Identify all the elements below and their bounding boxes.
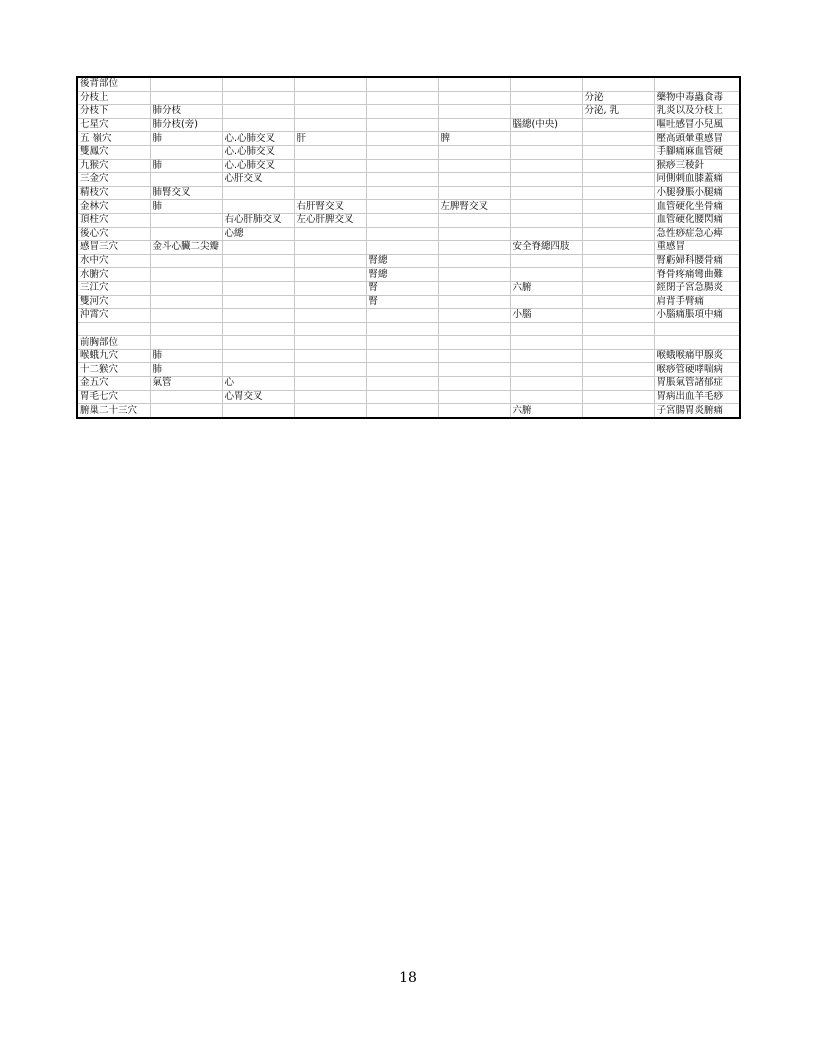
table-cell — [438, 145, 510, 159]
table-cell — [222, 254, 294, 268]
table-cell — [294, 363, 366, 377]
table-row — [78, 118, 739, 132]
table-cell: 心肝交叉 — [222, 173, 294, 187]
table-cell — [654, 336, 739, 350]
table-cell — [150, 336, 222, 350]
table-cell — [222, 363, 294, 377]
table-cell — [366, 349, 438, 363]
table-cell — [510, 322, 582, 336]
table-cell: 腎 — [366, 281, 438, 295]
table-cell — [150, 268, 222, 282]
row-label-cell: 金林穴 — [78, 200, 150, 214]
table-cell: 右心肝肺交叉 — [222, 213, 294, 227]
table-row — [78, 227, 739, 241]
table-cell — [366, 363, 438, 377]
table-cell: 經閉子宮急腸炎 — [654, 281, 739, 295]
table-cell — [510, 173, 582, 187]
table-cell — [438, 390, 510, 404]
table-cell — [366, 91, 438, 105]
table-cell — [294, 309, 366, 323]
table-cell: 腎 — [366, 295, 438, 309]
table-cell: 肺 — [150, 132, 222, 146]
row-label-cell: 七星穴 — [78, 118, 150, 132]
table-cell — [366, 241, 438, 255]
table-cell — [294, 336, 366, 350]
table-cell — [438, 105, 510, 119]
table-cell: 肺分枝 — [150, 105, 222, 119]
table-cell: 重感冒 — [654, 241, 739, 255]
table-cell: 金斗心臟二尖瓣 — [150, 241, 222, 255]
table-cell — [582, 281, 654, 295]
row-label-cell: 三金穴 — [78, 173, 150, 187]
table-cell — [366, 118, 438, 132]
table-row — [78, 390, 739, 404]
table-cell — [438, 186, 510, 200]
table-cell — [222, 404, 294, 417]
row-label-cell: 分枝下 — [78, 105, 150, 119]
table-cell — [582, 309, 654, 323]
table-cell — [222, 349, 294, 363]
table-cell — [150, 390, 222, 404]
table-cell: 心總 — [222, 227, 294, 241]
table-cell — [510, 145, 582, 159]
table-cell — [582, 132, 654, 146]
table-cell — [366, 173, 438, 187]
row-label-cell: 雙鳳穴 — [78, 145, 150, 159]
table-row — [78, 254, 739, 268]
table-cell: 小腿發脹小腿痛 — [654, 186, 739, 200]
table-cell — [438, 268, 510, 282]
table-cell — [582, 78, 654, 91]
table-cell: 子宮腸胃炎腑痛 — [656, 404, 724, 416]
row-label-cell: 分枝上 — [78, 91, 150, 105]
table-cell — [510, 213, 582, 227]
table-cell — [150, 281, 222, 295]
table-cell: 肺腎交叉 — [150, 186, 222, 200]
table-row — [78, 404, 739, 417]
table-cell: 喉痧管硬哮喘病 — [654, 363, 739, 377]
table-cell: 同側刺血膝蓋痛 — [654, 173, 739, 187]
table-cell — [366, 227, 438, 241]
table-row — [78, 186, 739, 200]
table-cell: 肺 — [150, 200, 222, 214]
table-cell: 心胃交叉 — [222, 390, 294, 404]
table-cell — [582, 118, 654, 132]
table-cell — [438, 295, 510, 309]
table-cell — [294, 241, 366, 255]
table-cell — [654, 78, 739, 91]
table-cell — [150, 78, 222, 91]
table-cell — [438, 254, 510, 268]
table-cell — [222, 309, 294, 323]
row-label-cell: 十二猴穴 — [78, 363, 150, 377]
row-label-cell: 精枝穴 — [78, 186, 150, 200]
table-cell — [438, 404, 510, 417]
acupoint-table — [78, 78, 739, 417]
table-cell — [222, 186, 294, 200]
table-cell — [150, 145, 222, 159]
row-label-cell: 前胸部位 — [78, 336, 150, 350]
table-cell: 脊骨疼痛彎曲難 — [654, 268, 739, 282]
table-cell: 急性痧症急心痺 — [654, 227, 739, 241]
row-label-cell: 九猴穴 — [78, 159, 150, 173]
table-cell — [222, 200, 294, 214]
table-row — [78, 91, 739, 105]
table-cell — [366, 145, 438, 159]
table-cell — [582, 295, 654, 309]
row-label-cell: 水中穴 — [78, 254, 150, 268]
table-cell — [294, 159, 366, 173]
row-label-cell: 腑巢二十三穴 — [78, 404, 150, 417]
table-cell — [510, 390, 582, 404]
table-row — [78, 322, 739, 336]
table-row — [78, 173, 739, 187]
table-cell: 心.心肺交叉 — [222, 159, 294, 173]
table-cell — [150, 213, 222, 227]
table-cell — [510, 132, 582, 146]
table-cell — [654, 322, 739, 336]
row-label-cell: 三江穴 — [78, 281, 150, 295]
table-cell — [510, 268, 582, 282]
table-cell — [510, 78, 582, 91]
table-cell — [582, 322, 654, 336]
table-cell — [582, 159, 654, 173]
table-cell: 腦總(中央) — [510, 118, 582, 132]
table-cell — [510, 254, 582, 268]
table-cell — [582, 145, 654, 159]
table-cell — [510, 295, 582, 309]
table-cell — [582, 186, 654, 200]
table-cell: 肺分枝(旁) — [150, 118, 222, 132]
table-cell — [294, 281, 366, 295]
table-row — [78, 78, 739, 91]
table-cell — [582, 241, 654, 255]
row-label-cell: 頂柱穴 — [78, 213, 150, 227]
table-cell — [582, 349, 654, 363]
table-cell: 脾 — [438, 132, 510, 146]
table-cell — [438, 349, 510, 363]
table-cell — [294, 268, 366, 282]
table-cell — [294, 186, 366, 200]
table-cell — [582, 363, 654, 377]
table-row — [78, 241, 739, 255]
table-row — [78, 213, 739, 227]
table-cell — [294, 322, 366, 336]
table-cell — [366, 78, 438, 91]
table-cell — [366, 336, 438, 350]
table-cell: 肝 — [294, 132, 366, 146]
table-cell — [294, 377, 366, 391]
table-cell — [366, 132, 438, 146]
table-cell: 心.心肺交叉 — [222, 145, 294, 159]
spreadsheet-table-frame — [76, 76, 741, 419]
row-label-cell: 五 嶺穴 — [78, 132, 150, 146]
table-cell — [222, 336, 294, 350]
table-cell — [222, 322, 294, 336]
table-cell — [438, 336, 510, 350]
row-label-cell: 雙河穴 — [78, 295, 150, 309]
table-cell: 右肝腎交叉 — [294, 200, 366, 214]
row-label-cell: 金五穴 — [78, 377, 150, 391]
row-label-cell: 沖霄穴 — [78, 309, 150, 323]
table-cell — [510, 377, 582, 391]
table-body — [78, 78, 739, 417]
table-cell: 乳炎以及分枝上 — [654, 105, 739, 119]
table-cell — [582, 268, 654, 282]
table-cell — [150, 295, 222, 309]
table-cell — [294, 173, 366, 187]
row-label-cell: 水腑穴 — [78, 268, 150, 282]
table-cell — [438, 118, 510, 132]
table-cell — [582, 254, 654, 268]
table-cell: 胃病出血羊毛痧 — [654, 390, 739, 404]
table-row — [78, 159, 739, 173]
table-cell: 喉蛾喉痛甲腺炎 — [654, 349, 739, 363]
table-cell — [222, 118, 294, 132]
table-cell — [438, 213, 510, 227]
table-cell — [150, 309, 222, 323]
table-cell — [294, 118, 366, 132]
table-cell — [294, 227, 366, 241]
table-cell — [438, 78, 510, 91]
table-row — [78, 363, 739, 377]
table-cell — [438, 281, 510, 295]
table-cell — [510, 336, 582, 350]
table-cell — [438, 91, 510, 105]
table-cell — [510, 186, 582, 200]
table-cell — [222, 295, 294, 309]
table-cell — [150, 227, 222, 241]
table-row — [78, 145, 739, 159]
table-cell — [150, 322, 222, 336]
table-cell — [366, 159, 438, 173]
table-cell: 分泌, 乳 — [582, 105, 654, 119]
table-cell: 左心肝脾交叉 — [294, 213, 366, 227]
table-cell: 手腳痛麻血管硬 — [654, 145, 739, 159]
table-row — [78, 377, 739, 391]
table-cell — [582, 200, 654, 214]
table-cell — [294, 145, 366, 159]
table-cell — [150, 173, 222, 187]
table-cell — [510, 159, 582, 173]
table-cell: 安全脊總四肢 — [510, 241, 582, 255]
table-cell: 分泌 — [582, 91, 654, 105]
table-cell — [510, 200, 582, 214]
table-cell: 肺 — [150, 159, 222, 173]
row-label-cell — [78, 322, 150, 336]
table-row — [78, 295, 739, 309]
table-cell — [438, 309, 510, 323]
table-cell: 血管硬化腰閃痛 — [654, 213, 739, 227]
table-cell: 嘔吐感冒小兒風 — [654, 118, 739, 132]
table-row — [78, 281, 739, 295]
table-cell: 氣管 — [150, 377, 222, 391]
table-cell: 心 — [222, 377, 294, 391]
table-cell — [510, 363, 582, 377]
table-cell — [438, 241, 510, 255]
table-cell — [582, 213, 654, 227]
page-number: 18 — [399, 970, 417, 986]
table-cell — [438, 363, 510, 377]
table-row — [78, 200, 739, 214]
table-cell — [582, 336, 654, 350]
table-cell: 胃脹氣管諸郁症 — [654, 377, 739, 391]
table-cell — [366, 213, 438, 227]
table-cell — [366, 377, 438, 391]
table-row — [78, 309, 739, 323]
table-cell — [582, 390, 654, 404]
table-cell: 六腑 — [510, 404, 582, 417]
table-row — [78, 105, 739, 119]
table-cell — [150, 404, 222, 417]
table-cell: 六腑 — [510, 281, 582, 295]
table-cell: 藥物中毒蟲食毒 — [654, 91, 739, 105]
table-cell — [438, 227, 510, 241]
table-cell — [222, 105, 294, 119]
table-cell — [294, 390, 366, 404]
table-cell: 肺 — [150, 349, 222, 363]
table-cell: 左脾腎交叉 — [438, 200, 510, 214]
table-cell — [222, 241, 294, 255]
table-cell — [438, 322, 510, 336]
table-cell — [438, 377, 510, 391]
table-cell: 腎總 — [366, 268, 438, 282]
table-cell — [222, 78, 294, 91]
table-cell — [222, 281, 294, 295]
table-cell — [366, 200, 438, 214]
table-cell: 小腦痛脹項中痛 — [654, 309, 739, 323]
table-cell — [510, 105, 582, 119]
table-cell — [366, 322, 438, 336]
table-cell — [366, 105, 438, 119]
table-cell — [150, 91, 222, 105]
table-cell: 血管硬化坐骨痛 — [654, 200, 739, 214]
table-cell — [510, 349, 582, 363]
table-cell: 心.心肺交叉 — [222, 132, 294, 146]
table-row — [78, 132, 739, 146]
table-cell — [294, 349, 366, 363]
table-cell — [582, 227, 654, 241]
table-cell — [294, 295, 366, 309]
row-label-cell: 喉蛾九穴 — [78, 349, 150, 363]
row-label-cell: 胃毛七穴 — [78, 390, 150, 404]
row-label-cell: 後背部位 — [78, 78, 150, 91]
table-cell — [438, 159, 510, 173]
table-cell — [366, 404, 438, 417]
table-cell: 腎虧婦科腰骨痛 — [654, 254, 739, 268]
table-cell — [222, 91, 294, 105]
table-row — [78, 268, 739, 282]
table-cell — [294, 105, 366, 119]
table-cell: 小腦 — [510, 309, 582, 323]
table-cell: 壓高頭暈重感冒 — [654, 132, 739, 146]
table-row — [78, 349, 739, 363]
table-cell — [582, 377, 654, 391]
table-cell — [150, 254, 222, 268]
table-cell — [294, 91, 366, 105]
table-cell — [366, 390, 438, 404]
table-cell: 肺 — [150, 363, 222, 377]
table-cell: 猴痧三稜針 — [654, 159, 739, 173]
table-cell — [582, 173, 654, 187]
table-cell — [294, 254, 366, 268]
table-row — [78, 336, 739, 350]
table-cell — [294, 404, 366, 417]
table-cell — [222, 268, 294, 282]
table-cell — [366, 309, 438, 323]
table-cell — [510, 227, 582, 241]
table-cell — [582, 404, 654, 417]
table-cell — [510, 91, 582, 105]
table-cell — [294, 78, 366, 91]
table-cell: 腎總 — [366, 254, 438, 268]
table-cell — [366, 186, 438, 200]
row-label-cell: 感冒三穴 — [78, 241, 150, 255]
row-label-cell: 後心穴 — [78, 227, 150, 241]
table-cell: 肩背手臂痛 — [654, 295, 739, 309]
table-cell — [438, 173, 510, 187]
